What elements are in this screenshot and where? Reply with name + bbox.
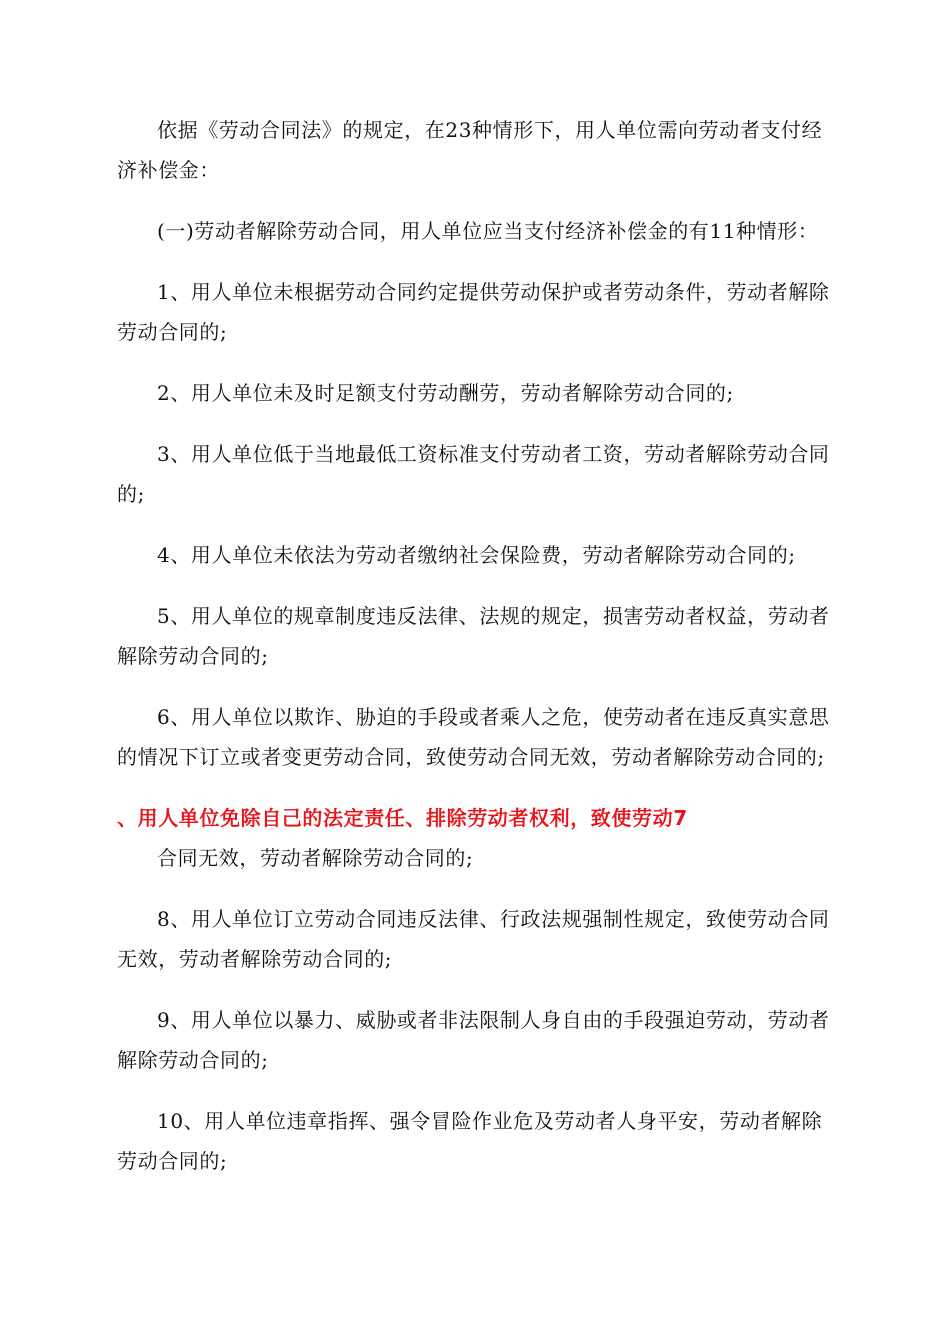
section-heading: (一)劳动者解除劳动合同，用人单位应当支付经济补偿金的有11种情形：: [157, 219, 819, 243]
list-item-8: 8、用人单位订立劳动合同违反法律、行政法规强制性规定，致使劳动合同无效，劳动者解除劳动合同的;: [117, 907, 830, 971]
list-item-1: 1、用人单位未根据劳动合同约定提供劳动保护或者劳动条件，劳动者解除劳动合同的;: [117, 280, 830, 344]
intro-paragraph: 依据《劳动合同法》的规定，在23种情形下，用人单位需向劳动者支付经济补偿金：: [117, 118, 823, 182]
list-item-9: 9、用人单位以暴力、威胁或者非法限制人身自由的手段强迫劳动，劳动者解除劳动合同的;: [117, 1008, 830, 1072]
list-item-4: 4、用人单位未依法为劳动者缴纳社会保险费，劳动者解除劳动合同的;: [157, 543, 796, 567]
document-body: [117, 110, 837, 1181]
list-item-5: 5、用人单位的规章制度违反法律、法规的规定，损害劳动者权益，劳动者解除劳动合同的;: [117, 604, 830, 668]
list-item-10: 10、用人单位违章指挥、强令冒险作业危及劳动者人身平安，劳动者解除劳动合同的;: [117, 1109, 823, 1173]
list-item-7-highlight: 、用人单位免除自己的法定责任、排除劳动者权利，致使劳动7: [117, 806, 688, 830]
list-item-6: 6、用人单位以欺诈、胁迫的手段或者乘人之危，使劳动者在违反真实意思的情况下订立或者变更劳动合同，致使劳动合同无效，劳动者解除劳动合同的;: [117, 705, 830, 769]
list-item-2: 2、用人单位未及时足额支付劳动酬劳，劳动者解除劳动合同的;: [157, 381, 734, 405]
list-item-7-continuation: 合同无效，劳动者解除劳动合同的;: [157, 846, 474, 870]
list-item-3: 3、用人单位低于当地最低工资标准支付劳动者工资，劳动者解除劳动合同的;: [117, 442, 830, 506]
